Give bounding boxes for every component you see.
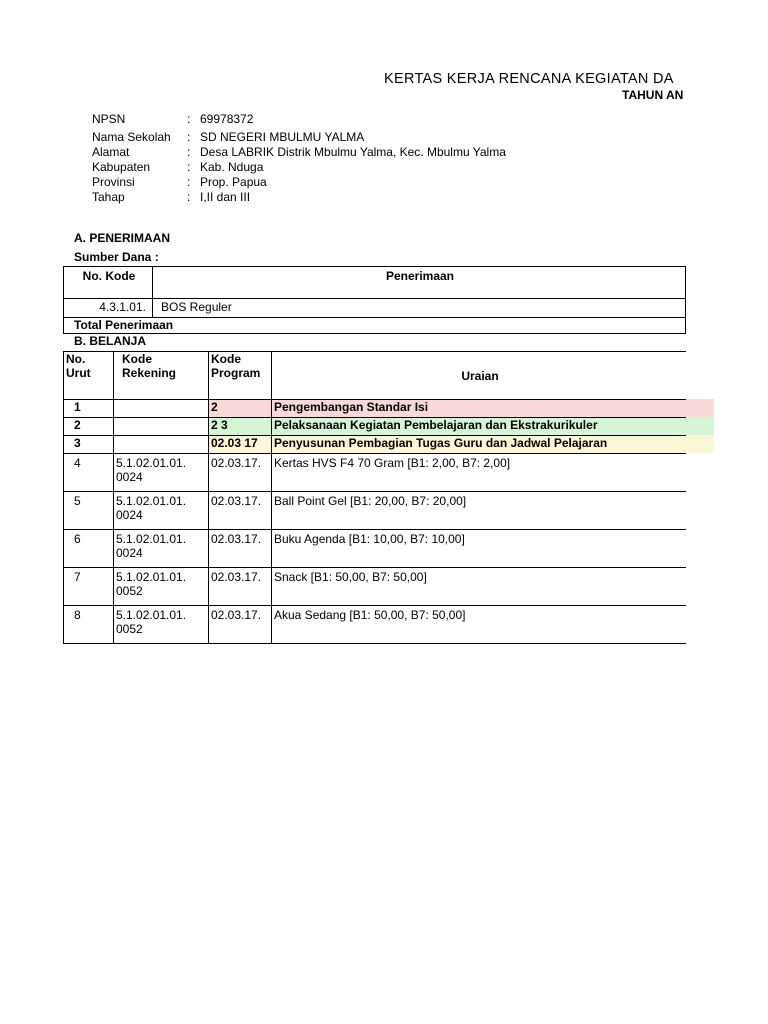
row-highlight-strip [686, 435, 714, 453]
table-row [64, 418, 687, 436]
table-row [64, 606, 687, 644]
row-no: 7 [64, 568, 114, 606]
row-program: 02.03.17. [209, 530, 272, 568]
col-uraian-header: Uraian [272, 352, 687, 400]
info-value: 69978372 [200, 112, 254, 126]
section-belanja-title: B. BELANJA [74, 334, 147, 348]
info-value: Desa LABRIK Distrik Mbulmu Yalma, Kec. Mbulmu Yalma [200, 145, 506, 159]
table-header-row [64, 267, 686, 299]
col-program-header: Kode Program [209, 352, 272, 400]
table-row [64, 492, 687, 530]
penerimaan-kode: 4.3.1.01. [64, 299, 153, 318]
row-program: 02.03.17. [209, 606, 272, 644]
col-rekening-header: Kode Rekening [114, 352, 209, 400]
row-program: 2 [209, 400, 272, 418]
row-program: 02.03.17. [209, 568, 272, 606]
row-rekening [114, 400, 209, 418]
row-rekening: 5.1.02.01.01. 0024 [114, 530, 209, 568]
row-uraian: Pengembangan Standar Isi [272, 400, 687, 418]
row-highlight-strip [686, 399, 714, 417]
info-colon: : [187, 160, 191, 174]
row-uraian: Kertas HVS F4 70 Gram [B1: 2,00, B7: 2,00] [272, 454, 687, 492]
row-no: 1 [64, 400, 114, 418]
section-penerimaan-title: A. PENERIMAAN [74, 231, 171, 245]
belanja-table [63, 351, 686, 644]
info-value: Kab. Nduga [200, 160, 264, 174]
row-no: 2 [64, 418, 114, 436]
row-no: 6 [64, 530, 114, 568]
row-uraian: Snack [B1: 50,00, B7: 50,00] [272, 568, 687, 606]
table-row [64, 454, 687, 492]
info-colon: : [187, 145, 191, 159]
penerimaan-table [63, 266, 686, 334]
table-row [64, 568, 687, 606]
row-rekening: 5.1.02.01.01. 0052 [114, 606, 209, 644]
row-program: 02.03.17. [209, 492, 272, 530]
page-title: KERTAS KERJA RENCANA KEGIATAN DA [384, 71, 674, 87]
row-program: 02.03.17. [209, 454, 272, 492]
col-no-header: No. Urut [64, 352, 114, 400]
table-row [64, 299, 686, 318]
info-value: Prop. Papua [200, 175, 267, 189]
row-highlight-strip [686, 417, 714, 435]
row-rekening [114, 418, 209, 436]
row-no: 8 [64, 606, 114, 644]
col-kode-header: No. Kode [64, 267, 153, 299]
row-no: 4 [64, 454, 114, 492]
info-label: Nama Sekolah [92, 130, 171, 144]
total-row [64, 318, 686, 334]
row-uraian: Akua Sedang [B1: 50,00, B7: 50,00] [272, 606, 687, 644]
row-rekening: 5.1.02.01.01. 0024 [114, 492, 209, 530]
source-of-funds-label: Sumber Dana : [74, 250, 159, 264]
row-rekening: 5.1.02.01.01. 0024 [114, 454, 209, 492]
row-uraian: Pelaksanaan Kegiatan Pembelajaran dan Ekstrakurikuler [272, 418, 687, 436]
info-label: Kabupaten [92, 160, 151, 174]
row-no: 5 [64, 492, 114, 530]
penerimaan-name: BOS Reguler [153, 299, 686, 318]
row-rekening [114, 436, 209, 454]
table-row [64, 400, 687, 418]
info-label: Provinsi [92, 175, 135, 189]
table-header-row [64, 352, 687, 400]
total-penerimaan-label: Total Penerimaan [64, 318, 686, 334]
row-program: 02.03 17 [209, 436, 272, 454]
table-row [64, 436, 687, 454]
info-label: Alamat [92, 145, 130, 159]
row-no: 3 [64, 436, 114, 454]
info-label: NPSN [92, 112, 126, 126]
row-program: 2 3 [209, 418, 272, 436]
row-uraian: Buku Agenda [B1: 10,00, B7: 10,00] [272, 530, 687, 568]
info-value: I,II dan III [200, 190, 251, 204]
col-penerimaan-header: Penerimaan [153, 267, 686, 299]
info-label: Tahap [92, 190, 125, 204]
info-colon: : [187, 130, 191, 144]
belanja-body [64, 400, 687, 644]
row-uraian: Penyusunan Pembagian Tugas Guru dan Jadwal Pelajaran [272, 436, 687, 454]
info-value: SD NEGERI MBULMU YALMA [200, 130, 365, 144]
info-colon: : [187, 190, 191, 204]
page-subtitle: TAHUN AN [622, 88, 684, 102]
row-rekening: 5.1.02.01.01. 0052 [114, 568, 209, 606]
table-row [64, 530, 687, 568]
info-colon: : [187, 112, 191, 126]
info-colon: : [187, 175, 191, 189]
row-uraian: Ball Point Gel [B1: 20,00, B7: 20,00] [272, 492, 687, 530]
